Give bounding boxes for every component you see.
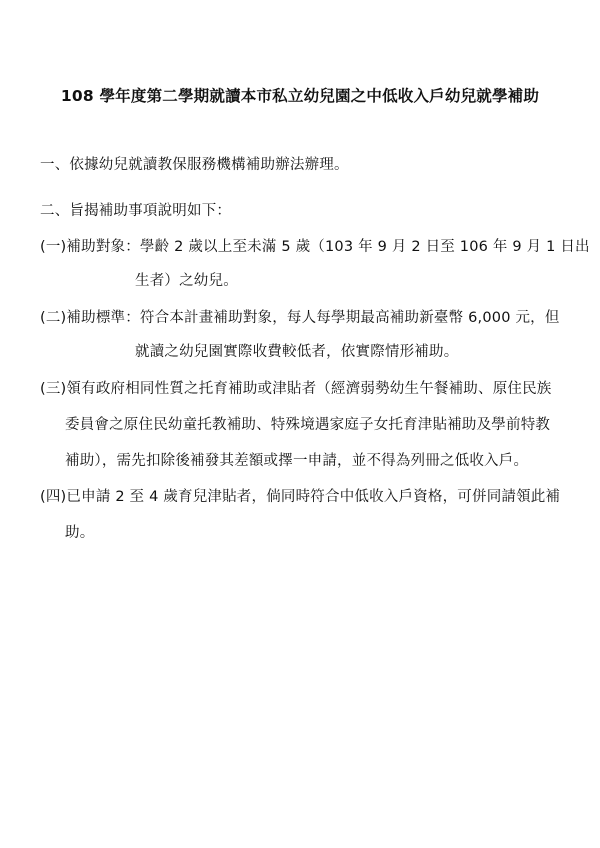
section-1-text: 一、依據幼兒就讀教保服務機構補助辦法辦理。 <box>40 157 349 173</box>
item-3-line-1: (三)領有政府相同性質之托育補助或津貼者（經濟弱勢幼生午餐補助、原住民族 <box>40 381 552 397</box>
item-2-line-1: (二)補助標準：符合本計畫補助對象，每人每學期最高補助新臺幣 6,000 元，但 <box>40 310 560 326</box>
item-1-line-2: 生者）之幼兒。 <box>135 273 238 289</box>
item-4-line-2: 助。 <box>65 525 95 541</box>
section-2-heading: 二、旨揭補助事項說明如下： <box>40 203 232 219</box>
item-2-line-2: 就讀之幼兒園實際收費較低者，依實際情形補助。 <box>135 344 459 360</box>
document-title: 108 學年度第二學期就讀本市私立幼兒園之中低收入戶幼兒就學補助 <box>60 87 540 105</box>
item-1-line-1: (一)補助對象：學齡 2 歲以上至未滿 5 歲（103 年 9 月 2 日至 106 年 9 月 1 日出 <box>40 239 590 255</box>
item-4-line-1: (四)已申請 2 至 4 歲育兒津貼者，倘同時符合中低收入戶資格，可併同請領此補 <box>40 489 561 505</box>
item-3-line-2: 委員會之原住民幼童托教補助、特殊境遇家庭子女托育津貼補助及學前特教 <box>65 417 551 433</box>
item-3-line-3: 補助），需先扣除後補發其差額或擇一申請，並不得為列冊之低收入戶。 <box>65 453 529 469</box>
